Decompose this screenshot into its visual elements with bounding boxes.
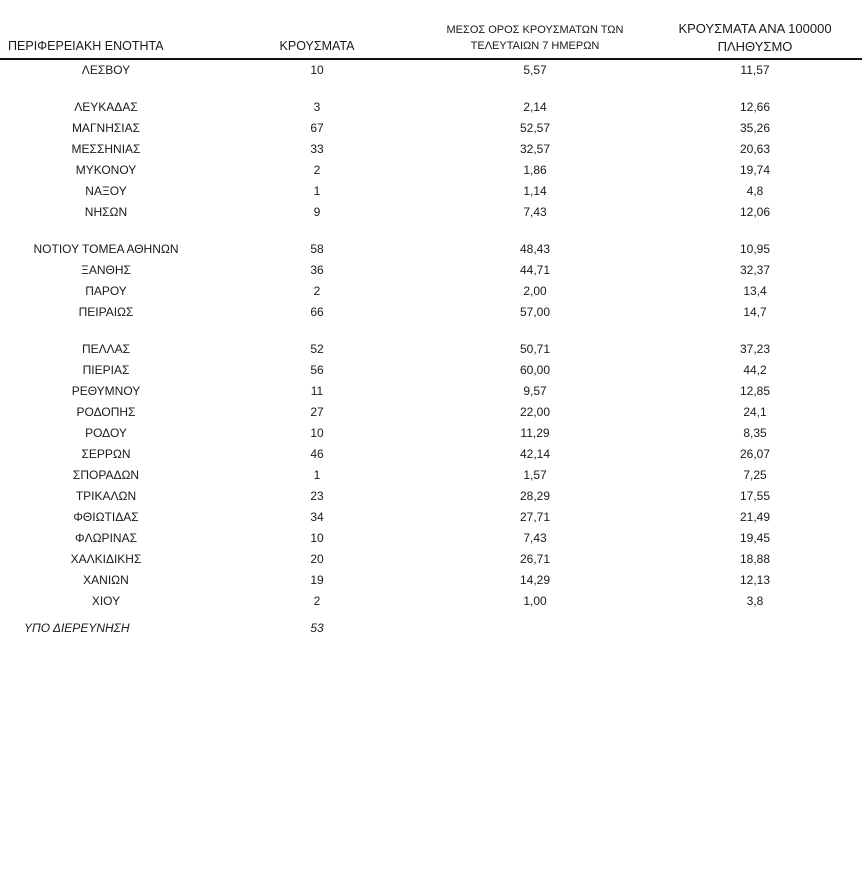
region-cell: ΠΕΙΡΑΙΩΣ	[78, 305, 134, 320]
table-row	[0, 549, 862, 570]
cases-cell: 56	[310, 363, 324, 378]
region-cell: ΦΘΙΩΤΙΔΑΣ	[73, 510, 139, 525]
column-header-region: ΠΕΡΙΦΕΡΕΙΑΚΗ ΕΝΟΤΗΤΑ	[0, 20, 212, 59]
avg7-cell: 2,14	[523, 100, 547, 115]
region-cell: ΝΑΞΟΥ	[85, 184, 127, 199]
table-row	[0, 381, 862, 402]
region-cell: ΡΟΔΟΠΗΣ	[76, 405, 136, 420]
per100k-cell: 14,7	[743, 305, 767, 320]
region-cell: ΧΑΝΙΩΝ	[83, 573, 129, 588]
spacer-cell	[0, 81, 862, 97]
avg7-cell	[422, 618, 648, 639]
per100k-cell: 19,74	[739, 163, 771, 178]
per100k-cell	[648, 618, 862, 639]
table-body	[0, 59, 862, 639]
spacer-row	[0, 223, 862, 239]
per100k-cell: 37,23	[739, 342, 771, 357]
cases-cell: 36	[310, 263, 324, 278]
cases-cell: 3	[313, 100, 321, 115]
per100k-cell: 26,07	[739, 447, 771, 462]
column-header-per-100k	[648, 20, 862, 59]
region-cell: ΛΕΣΒΟΥ	[81, 63, 131, 78]
table-row	[0, 618, 862, 639]
cases-cell: 52	[310, 342, 324, 357]
table-row	[0, 118, 862, 139]
avg7-cell: 26,71	[519, 552, 551, 567]
cases-cell: 19	[310, 573, 324, 588]
avg7-cell: 32,57	[519, 142, 551, 157]
table-row	[0, 281, 862, 302]
avg7-cell: 28,29	[519, 489, 551, 504]
per100k-cell: 12,13	[739, 573, 771, 588]
region-cell: ΡΕΘΥΜΝΟΥ	[71, 384, 141, 399]
region-cell: ΣΕΡΡΩΝ	[81, 447, 131, 462]
cases-cell: 1	[313, 184, 321, 199]
table-row	[0, 160, 862, 181]
cases-cell: 11	[310, 384, 324, 399]
spacer-cell	[0, 323, 862, 339]
cases-cell: 34	[310, 510, 324, 525]
table-row	[0, 59, 862, 81]
region-cell: ΠΑΡΟΥ	[85, 284, 127, 299]
avg7-cell: 22,00	[519, 405, 551, 420]
region-cell: ΜΥΚΟΝΟΥ	[75, 163, 137, 178]
cases-cell: 23	[310, 489, 324, 504]
cases-cell: 2	[313, 284, 321, 299]
column-header-7day-average	[422, 20, 648, 59]
per100k-cell: 35,26	[739, 121, 771, 136]
per100k-cell: 21,49	[739, 510, 771, 525]
spacer-cell	[0, 223, 862, 239]
per100k-cell: 7,25	[743, 468, 767, 483]
avg7-cell: 1,86	[523, 163, 547, 178]
region-cell: ΞΑΝΘΗΣ	[81, 263, 131, 278]
spacer-row	[0, 323, 862, 339]
per100k-cell: 10,95	[739, 242, 771, 257]
region-cell: ΡΟΔΟΥ	[85, 426, 127, 441]
avg7-cell: 9,57	[523, 384, 547, 399]
per100k-cell: 19,45	[739, 531, 771, 546]
avg7-cell: 1,14	[523, 184, 547, 199]
table-row	[0, 97, 862, 118]
region-cell: ΝΗΣΩΝ	[84, 205, 128, 220]
region-cell: ΛΕΥΚΑΔΑΣ	[74, 100, 138, 115]
table-row	[0, 139, 862, 160]
avg7-cell: 52,57	[519, 121, 551, 136]
region-cell: ΤΡΙΚΑΛΩΝ	[75, 489, 137, 504]
avg7-cell: 2,00	[523, 284, 547, 299]
region-cell: ΠΙΕΡΙΑΣ	[82, 363, 130, 378]
cases-cell: 10	[310, 63, 324, 78]
per100k-cell: 18,88	[739, 552, 771, 567]
region-cell: ΥΠΟ ΔΙΕΡΕΥΝΗΣΗ	[24, 621, 130, 636]
cases-cell: 2	[313, 163, 321, 178]
region-cell: ΧΙΟΥ	[91, 594, 121, 609]
table-row	[0, 181, 862, 202]
region-cell: ΧΑΛΚΙΔΙΚΗΣ	[70, 552, 142, 567]
column-header-per-100k-label: ΚΡΟΥΣΜΑΤΑ ΑΝΑ 100000 ΠΛΗΘΥΣΜΟ	[678, 21, 832, 54]
table-row	[0, 239, 862, 260]
table-row	[0, 507, 862, 528]
per100k-cell: 12,85	[739, 384, 771, 399]
table-row	[0, 302, 862, 323]
avg7-cell: 7,43	[523, 205, 547, 220]
avg7-cell: 44,71	[519, 263, 551, 278]
cases-cell: 10	[310, 426, 324, 441]
table-row	[0, 339, 862, 360]
table-row	[0, 570, 862, 591]
cases-cell: 2	[313, 594, 321, 609]
region-cell: ΦΛΩΡΙΝΑΣ	[75, 531, 137, 546]
per100k-cell: 44,2	[743, 363, 767, 378]
per100k-cell: 8,35	[743, 426, 767, 441]
avg7-cell: 27,71	[519, 510, 551, 525]
region-cell: ΣΠΟΡΑΔΩΝ	[72, 468, 140, 483]
table-row	[0, 486, 862, 507]
cases-cell: 66	[310, 305, 324, 320]
table-row	[0, 465, 862, 486]
spacer-row	[0, 81, 862, 97]
cases-cell: 58	[310, 242, 324, 257]
table-row	[0, 360, 862, 381]
per100k-cell: 13,4	[743, 284, 767, 299]
per100k-cell: 12,06	[739, 205, 771, 220]
per100k-cell: 4,8	[746, 184, 764, 199]
avg7-cell: 5,57	[523, 63, 547, 78]
column-header-cases: ΚΡΟΥΣΜΑΤΑ	[212, 20, 422, 59]
cases-cell: 33	[310, 142, 324, 157]
avg7-cell: 48,43	[519, 242, 551, 257]
table-row	[0, 402, 862, 423]
per100k-cell: 20,63	[739, 142, 771, 157]
avg7-cell: 50,71	[519, 342, 551, 357]
avg7-cell: 11,29	[520, 426, 550, 441]
cases-cell: 1	[313, 468, 321, 483]
avg7-cell: 1,00	[523, 594, 547, 609]
per100k-cell: 17,55	[739, 489, 771, 504]
table-row	[0, 260, 862, 281]
region-cell: ΠΕΛΛΑΣ	[81, 342, 131, 357]
avg7-cell: 42,14	[519, 447, 551, 462]
table-row	[0, 444, 862, 465]
cases-cell: 9	[313, 205, 321, 220]
region-cell: ΜΕΣΣΗΝΙΑΣ	[71, 142, 141, 157]
avg7-cell: 1,57	[523, 468, 547, 483]
region-cell: ΝΟΤΙΟΥ ΤΟΜΕΑ ΑΘΗΝΩΝ	[33, 242, 179, 257]
cases-by-region-table	[0, 20, 862, 639]
column-header-7day-average-label: ΜΕΣΟΣ ΟΡΟΣ ΚΡΟΥΣΜΑΤΩΝ ΤΩΝ ΤΕΛΕΥΤΑΙΩΝ 7 ΗΜΕΡΩΝ	[446, 24, 624, 53]
cases-cell: 53	[310, 621, 324, 636]
per100k-cell: 3,8	[746, 594, 764, 609]
per100k-cell: 12,66	[739, 100, 771, 115]
table-row	[0, 423, 862, 444]
per100k-cell: 32,37	[739, 263, 771, 278]
cases-cell: 27	[310, 405, 324, 420]
region-cell: ΜΑΓΝΗΣΙΑΣ	[71, 121, 141, 136]
avg7-cell: 14,29	[519, 573, 551, 588]
cases-cell: 20	[310, 552, 324, 567]
avg7-cell: 60,00	[519, 363, 551, 378]
cases-cell: 10	[310, 531, 324, 546]
per100k-cell: 24,1	[743, 405, 767, 420]
avg7-cell: 7,43	[523, 531, 547, 546]
cases-cell: 46	[310, 447, 324, 462]
table-row	[0, 202, 862, 223]
cases-cell: 67	[310, 121, 324, 136]
per100k-cell: 11,57	[740, 63, 770, 78]
table-row	[0, 528, 862, 549]
table-row	[0, 591, 862, 612]
table-header-row	[0, 20, 862, 59]
avg7-cell: 57,00	[519, 305, 551, 320]
